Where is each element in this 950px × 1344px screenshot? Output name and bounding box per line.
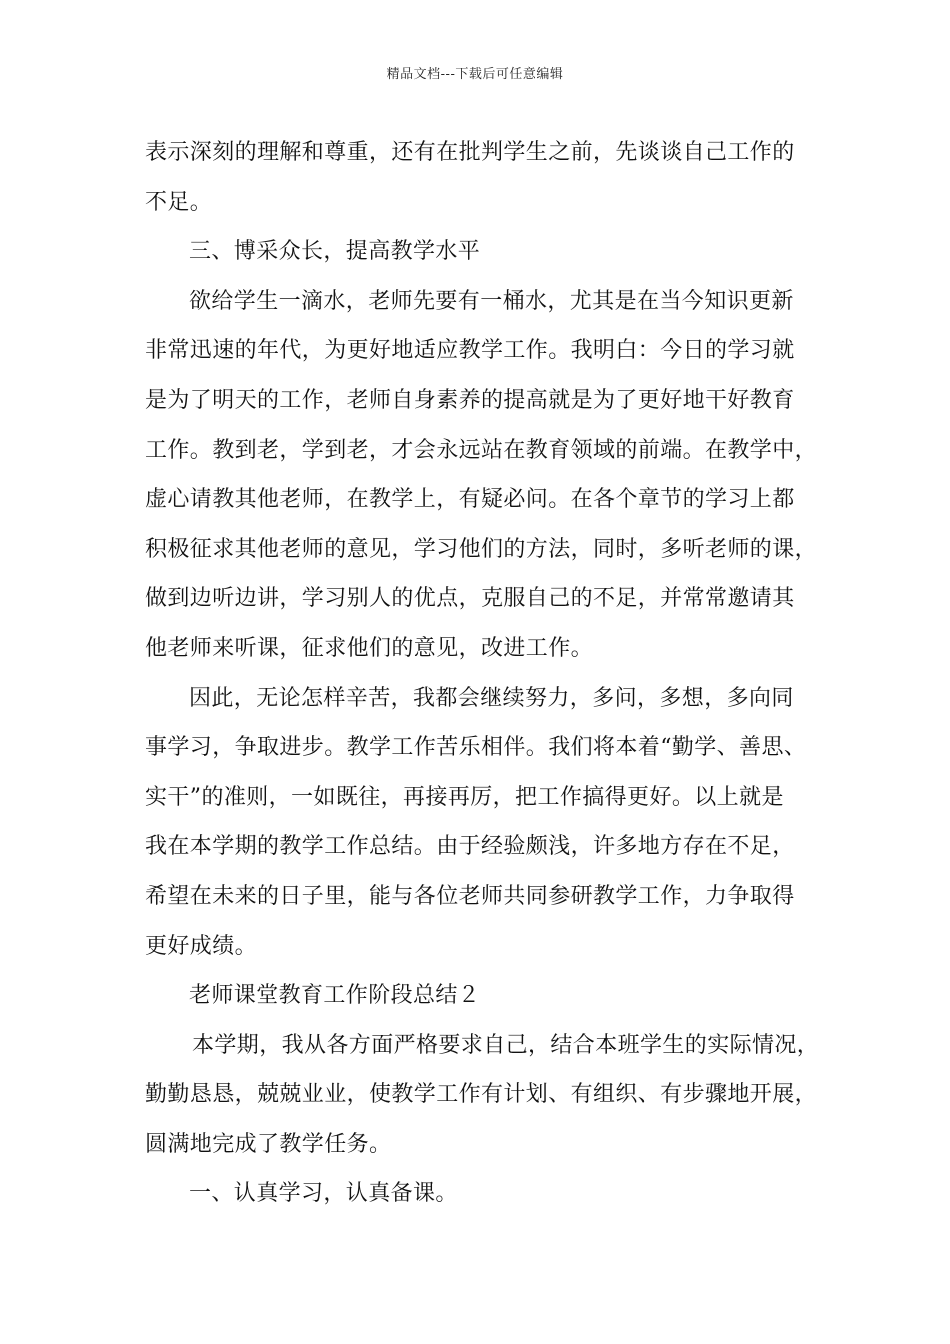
page-header: 精品文档---下载后可任意编辑 (386, 67, 564, 82)
section-heading: 三、博采众长，提高教学水平 (189, 239, 481, 265)
text-line: 非常迅速的年代，为更好地适应教学工作。我明白：今日的学习就 (145, 338, 795, 364)
text-line: 希望在未来的日子里，能与各位老师共同参研教学工作，力争取得 (145, 883, 795, 909)
text-line: 他老师来听课，征求他们的意见，改进工作。 (145, 635, 594, 661)
paragraph-start: 因此，无论怎样辛苦，我都会继续努力，多问，多想，多向同 (189, 685, 794, 711)
text-line: 事学习，争取进步。教学工作苦乐相伴。我们将本着“勤学、善思、 (145, 735, 807, 761)
text-line: 我在本学期的教学工作总结。由于经验颇浅，许多地方存在不足， (145, 834, 795, 860)
text-line: 工作。教到老，学到老，才会永远站在教育领域的前端。在教学中， (145, 437, 818, 463)
text-line: 实干”的准则，一如既往，再接再厉，把工作搞得更好。以上就是 (145, 784, 784, 810)
text-line: 做到边听边讲，学习别人的优点，克服自己的不足，并常常邀请其 (145, 586, 795, 612)
section-heading: 一、认真学习，认真备课。 (189, 1181, 458, 1207)
paragraph-start: 欲给学生一滴水，老师先要有一桶水，尤其是在当今知识更新 (189, 288, 794, 314)
text-line: 表示深刻的理解和尊重，还有在批判学生之前，先谈谈自己工作的 (145, 140, 795, 165)
text-line: 更好成绩。 (145, 933, 258, 959)
article-title: 老师课堂教育工作阶段总结２ (189, 983, 481, 1009)
paragraph-start: 本学期，我从各方面严格要求自己，结合本班学生的实际情况， (192, 1032, 820, 1058)
document-body (145, 128, 840, 1219)
text-line: 虚心请教其他老师，在教学上，有疑必问。在各个章节的学习上都 (145, 487, 795, 513)
text-line: 不足。 (145, 189, 213, 215)
text-line: 勤勤恳恳，兢兢业业，使教学工作有计划、有组织、有步骤地开展， (145, 1082, 818, 1108)
text-line: 是为了明天的工作，老师自身素养的提高就是为了更好地干好教育 (145, 387, 795, 413)
text-line: 积极征求其他老师的意见，学习他们的方法，同时，多听老师的课， (145, 536, 818, 562)
text-line: 圆满地完成了教学任务。 (145, 1131, 392, 1157)
